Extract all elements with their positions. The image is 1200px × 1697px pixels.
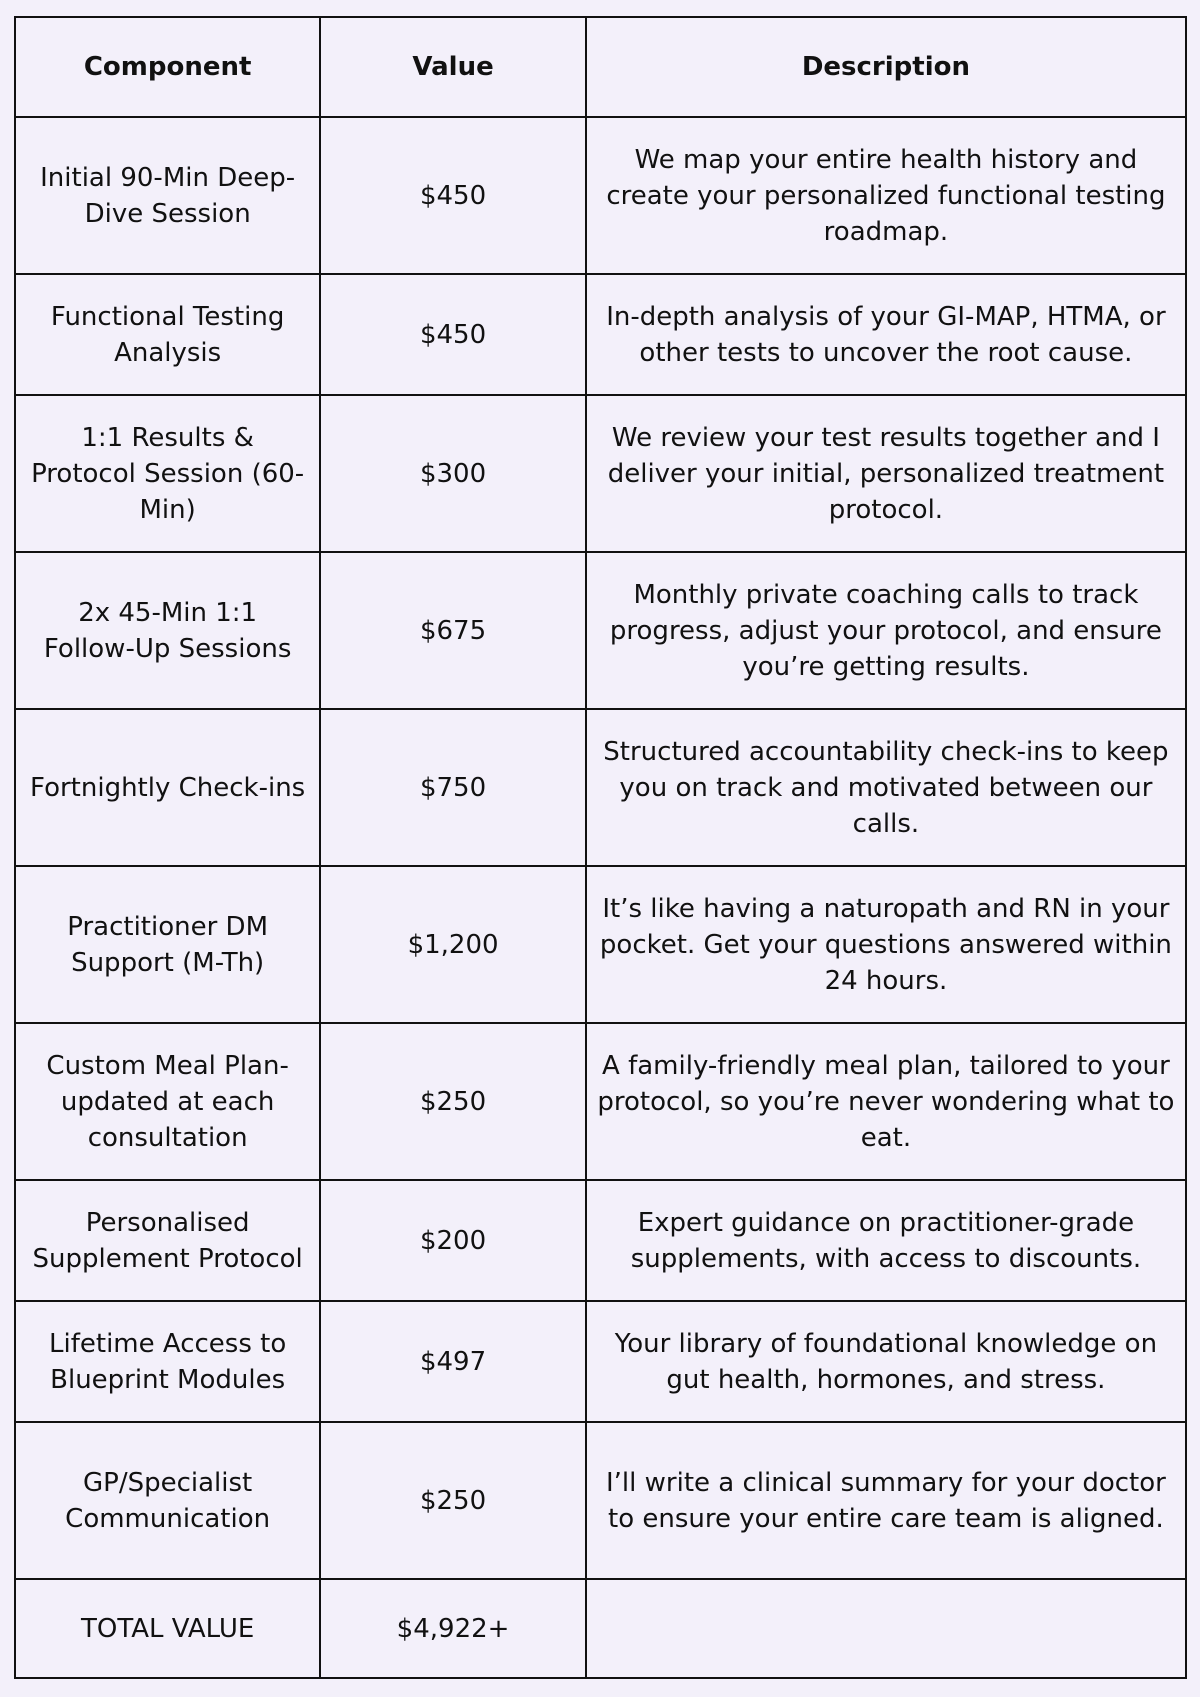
component-cell: Functional Testing Analysis: [15, 274, 320, 395]
value-cell: $300: [320, 395, 586, 552]
value-cell: $750: [320, 709, 586, 866]
value-table: [14, 16, 1187, 1679]
table-row: [15, 1422, 1186, 1579]
component-cell: Lifetime Access to Blueprint Modules: [15, 1301, 320, 1422]
description-cell: Your library of foundational knowledge on gut health, hormones, and stress.: [586, 1301, 1186, 1422]
description-cell: It’s like having a naturopath and RN in your pocket. Get your questions answered within 24 hours.: [586, 866, 1186, 1023]
total-label: TOTAL VALUE: [15, 1579, 320, 1678]
table-row: [15, 552, 1186, 709]
total-row: [15, 1579, 1186, 1678]
header-component: Component: [15, 17, 320, 117]
value-cell: $675: [320, 552, 586, 709]
total-value: $4,922+: [320, 1579, 586, 1678]
description-cell: In-depth analysis of your GI-MAP, HTMA, or other tests to uncover the root cause.: [586, 274, 1186, 395]
component-cell: Personalised Supplement Protocol: [15, 1180, 320, 1301]
value-cell: $1,200: [320, 866, 586, 1023]
value-cell: $200: [320, 1180, 586, 1301]
component-cell: Practitioner DM Support (M-Th): [15, 866, 320, 1023]
header-description: Description: [586, 17, 1186, 117]
description-cell: Monthly private coaching calls to track progress, adjust your protocol, and ensure you’re getting results.: [586, 552, 1186, 709]
total-description: [586, 1579, 1186, 1678]
table-row: [15, 395, 1186, 552]
component-cell: GP/Specialist Communication: [15, 1422, 320, 1579]
table-row: [15, 117, 1186, 274]
table-row: [15, 1301, 1186, 1422]
table-row: [15, 274, 1186, 395]
description-cell: I’ll write a clinical summary for your doctor to ensure your entire care team is aligned.: [586, 1422, 1186, 1579]
table-row: [15, 866, 1186, 1023]
description-cell: Structured accountability check-ins to keep you on track and motivated between our calls.: [586, 709, 1186, 866]
value-cell: $450: [320, 117, 586, 274]
value-cell: $497: [320, 1301, 586, 1422]
component-cell: Initial 90-Min Deep-Dive Session: [15, 117, 320, 274]
table-row: [15, 1180, 1186, 1301]
value-cell: $250: [320, 1023, 586, 1180]
component-cell: Fortnightly Check-ins: [15, 709, 320, 866]
component-cell: 2x 45-Min 1:1 Follow-Up Sessions: [15, 552, 320, 709]
description-cell: We map your entire health history and create your personalized functional testing roadmap.: [586, 117, 1186, 274]
description-cell: We review your test results together and I deliver your initial, personalized treatment protocol.: [586, 395, 1186, 552]
header-row: [15, 17, 1186, 117]
table-row: [15, 709, 1186, 866]
table-row: [15, 1023, 1186, 1180]
description-cell: A family-friendly meal plan, tailored to your protocol, so you’re never wondering what to eat.: [586, 1023, 1186, 1180]
header-value: Value: [320, 17, 586, 117]
component-cell: 1:1 Results & Protocol Session (60-Min): [15, 395, 320, 552]
value-cell: $250: [320, 1422, 586, 1579]
value-cell: $450: [320, 274, 586, 395]
description-cell: Expert guidance on practitioner-grade supplements, with access to discounts.: [586, 1180, 1186, 1301]
component-cell: Custom Meal Plan- updated at each consultation: [15, 1023, 320, 1180]
